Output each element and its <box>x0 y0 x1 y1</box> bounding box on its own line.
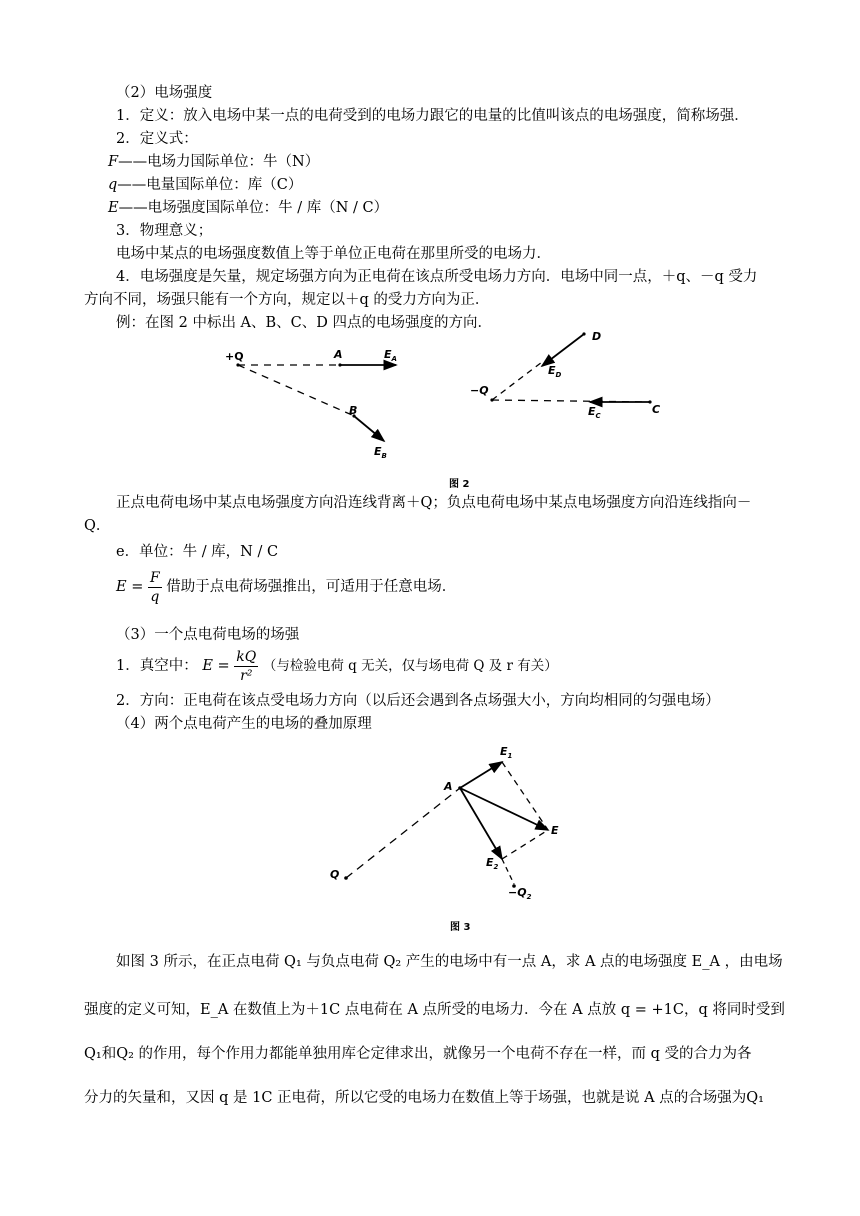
label-d: D <box>592 330 602 343</box>
direction-line: 2．方向：正电荷在该点受电场力方向（以后还会遇到各点场强大小，方向均相同的匀强电场） <box>116 693 720 709</box>
section3-title: （3）一个点电荷电场的场强 <box>116 627 300 643</box>
vacuum-fraction <box>234 648 258 685</box>
dash-line-q1-to-a <box>346 788 460 878</box>
para-line-3: Q₁和Q₂ 的作用，每个作用力都能单独用库仑定律求出，就像另一个电荷不存在一样，而 q 受的合力为各 <box>84 1046 752 1062</box>
label-ec: $E_C$ <box>588 405 601 420</box>
eb-arrow <box>354 416 384 441</box>
figure-2 <box>220 322 700 462</box>
formula-1 <box>116 567 456 609</box>
para-line-4: 分力的矢量和，又因 q 是 1C 正电荷，所以它受的电场力在数值上等于场强，也就是说 A 点的合场强为Q₁ <box>84 1090 764 1106</box>
label-a: A <box>334 348 343 361</box>
section2-title: （2）电场强度 <box>116 85 213 101</box>
formula-1-lhs: E = <box>116 579 144 595</box>
example-text: 例：在图 2 中标出 A、B、C、D 四点的电场强度的方向． <box>116 315 493 331</box>
definition-3: 3．物理意义； <box>116 223 213 239</box>
formula-1-text: 借助于点电荷场强推出，可适用于任意电场． <box>166 579 457 595</box>
label-eb: $E_B$ <box>374 445 387 460</box>
label-plus-q: +Q <box>225 350 244 363</box>
q-variable: q <box>108 177 118 193</box>
label-a: A <box>444 780 453 793</box>
para-line-1: 如图 3 所示，在正点电荷 Q₁ 与负点电荷 Q₂ 产生的电场中有一点 A，求 A 点的电场强度 E_A ，由电场 <box>116 954 783 970</box>
formula-1-numerator: F <box>149 569 160 586</box>
figure-3 <box>320 738 580 908</box>
q-description: ——电量国际单位：库（C） <box>117 177 303 193</box>
figure-2-caption: 图 2 <box>449 479 470 490</box>
point-d <box>582 332 585 335</box>
label-b: B <box>349 404 358 417</box>
minus-q-point <box>490 398 493 401</box>
vacuum-denominator: r² <box>240 667 253 684</box>
section4-title: （4）两个点电荷产生的电场的叠加原理 <box>116 716 372 732</box>
formula-1-fraction <box>148 569 162 606</box>
e-variable: E <box>108 200 119 216</box>
unit-line: e．单位：牛 / 库，N / C <box>116 544 279 560</box>
figure-3-caption: 图 3 <box>450 922 471 933</box>
label-c: C <box>652 403 661 416</box>
point-a <box>338 363 341 366</box>
f-variable: F <box>108 154 119 170</box>
e1-arrow <box>460 762 502 788</box>
formula-1-denominator: q <box>150 588 160 605</box>
label-e: E <box>551 824 559 837</box>
label-minus-q: −Q <box>470 384 489 397</box>
after-fig2-line2: Q． <box>84 518 111 534</box>
definition-2: 2．定义式： <box>116 131 198 147</box>
dash-line-e2-to-e <box>502 830 548 859</box>
e-description: ——电场强度国际单位：牛 / 库（N / C） <box>118 200 389 216</box>
label-e2: $E_2$ <box>486 856 499 871</box>
label-ea: $E_A$ <box>384 348 397 363</box>
definition-1: 1．定义：放入电场中某一点的电荷受到的电场力跟它的电量的比值叫该点的电场强度，简称场强． <box>116 108 749 124</box>
label-q: Q <box>330 868 340 881</box>
vacuum-label: 1．真空中： <box>116 658 198 674</box>
label-e1: $E_1$ <box>500 745 513 760</box>
f-description: ——电场力国际单位：牛（N） <box>118 154 320 170</box>
label-ed: $E_D$ <box>548 364 562 379</box>
q1-point <box>344 876 348 880</box>
para-line-2: 强度的定义可知，E_A 在数值上为＋1C 点电荷在 A 点所受的电场力．今在 A 点放 q = +1C，q 将同时受到 <box>84 1002 785 1018</box>
physical-meaning: 电场中某点的电场强度数值上等于单位正电荷在那里所受的电场力． <box>116 246 551 262</box>
q-definition <box>108 174 302 196</box>
plus-q-point <box>236 363 239 366</box>
definition-4-line1: 4．电场强度是矢量，规定场强方向为正电荷在该点所受电场力方向．电场中同一点，＋q、－q 受力 <box>116 269 758 285</box>
dash-line-q-to-b <box>238 365 352 415</box>
point-a <box>458 786 462 790</box>
dash-line-negq-to-d <box>492 362 542 400</box>
ed-arrow <box>542 334 584 366</box>
dash-line-e2-to-q2 <box>502 859 514 884</box>
definition-4-line2: 方向不同，场强只能有一个方向，规定以＋q 的受力方向为正． <box>84 292 490 308</box>
vacuum-note: （与检验电荷 q 无关，仅与场电荷 Q 及 r 有关） <box>262 658 558 674</box>
vacuum-numerator: kQ <box>236 648 257 665</box>
f-definition <box>108 151 319 173</box>
label-q2: $-Q_2$ <box>508 886 532 901</box>
e-definition <box>108 197 388 219</box>
vacuum-formula <box>116 646 558 688</box>
vacuum-lhs: E = <box>202 658 230 674</box>
after-fig2-line1: 正点电荷电场中某点电场强度方向沿连线背离＋Q；负点电荷电场中某点电场强度方向沿连线指向－ <box>116 495 752 511</box>
